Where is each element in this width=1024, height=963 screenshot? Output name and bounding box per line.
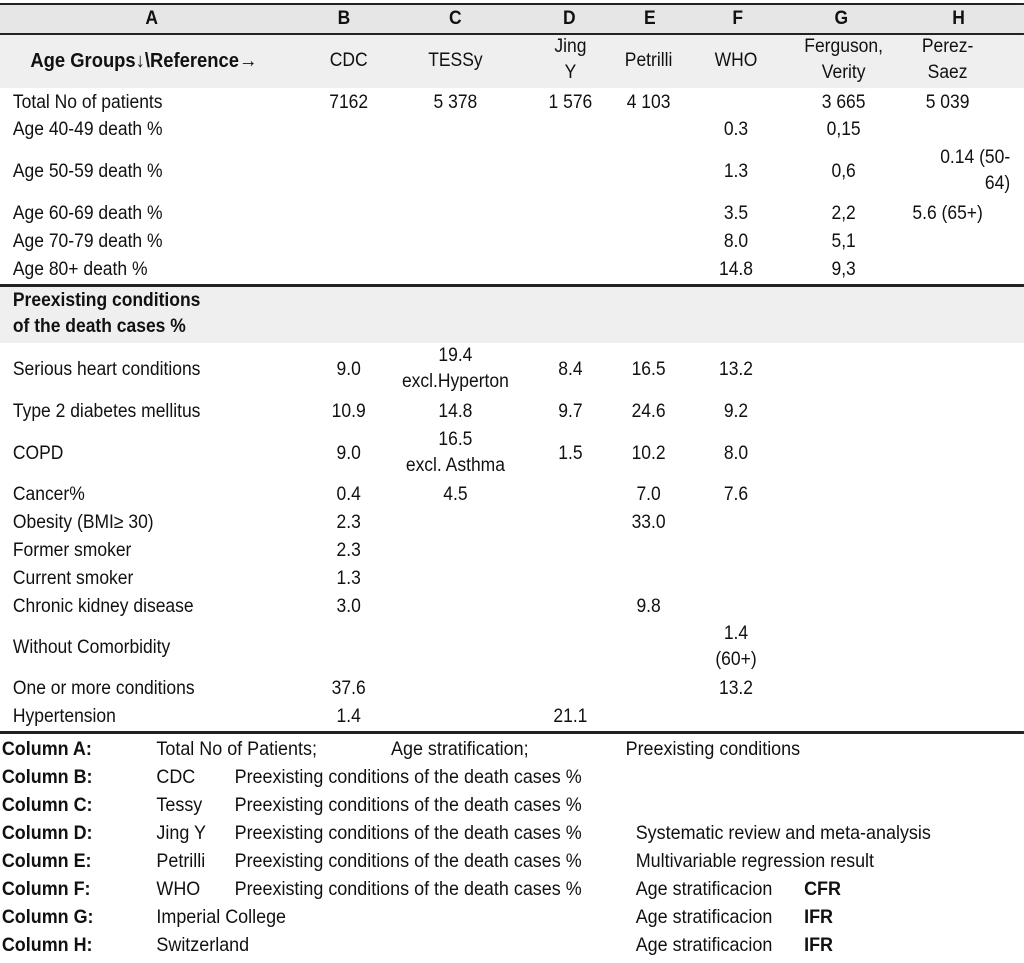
age-row-label: Total No of patients [12, 92, 163, 113]
condition-row-col-f: 9.2 [723, 401, 749, 422]
condition-row-col-e: 16.5 [631, 359, 666, 380]
condition-row-label: Hypertension [12, 706, 116, 727]
legend-source: WHO [156, 878, 201, 900]
legend-detail: Preexisting conditions of the death cases % [234, 822, 582, 844]
legend-source: Imperial College [156, 906, 287, 928]
section-heading: of the death cases % [12, 316, 186, 337]
condition-row-label: Without Comorbidity [12, 637, 171, 658]
reference-name: Perez- [921, 36, 974, 57]
condition-row-col-c: excl.Hyperton [401, 371, 509, 392]
age-row-col-g: 2,2 [831, 203, 856, 224]
section-divider [0, 284, 1024, 287]
condition-row-label: Chronic kidney disease [12, 596, 194, 617]
legend-detail: Preexisting conditions of the death cases % [234, 766, 582, 788]
condition-row-col-e: 33.0 [631, 512, 666, 533]
age-row-col-g: 5,1 [831, 231, 856, 252]
age-row-col-e: 4 103 [626, 92, 671, 113]
age-row-col-f: 1.3 [723, 161, 749, 182]
condition-row-col-c: 14.8 [438, 401, 473, 422]
condition-row-label: Current smoker [12, 568, 134, 589]
condition-row-col-f: 13.2 [718, 359, 754, 380]
age-row-col-h: 5 039 [925, 92, 970, 113]
age-row-col-f: 14.8 [718, 259, 754, 280]
legend-column: Column B: [1, 766, 93, 788]
column-letter: G [834, 8, 849, 29]
legend-note: Preexisting conditions [625, 738, 801, 760]
legend-source: Switzerland [156, 934, 250, 956]
legend-note: Multivariable regression result [635, 850, 875, 872]
condition-row-col-e: 7.0 [636, 484, 661, 505]
condition-row-col-b: 2.3 [336, 540, 361, 561]
condition-row-col-d: 9.7 [558, 401, 583, 422]
age-row-col-g: 0,15 [826, 119, 861, 140]
column-letter: D [563, 8, 576, 29]
condition-row-col-f: 8.0 [723, 443, 749, 464]
age-row-col-f: 8.0 [723, 231, 749, 252]
age-row-label: Age 80+ death % [12, 259, 148, 280]
condition-row-col-b: 37.6 [331, 678, 366, 699]
age-row-col-f: 3.5 [723, 203, 749, 224]
age-row-label: Age 70-79 death % [12, 231, 163, 252]
condition-row-col-d: 1.5 [558, 443, 583, 464]
legend-metric: CFR [804, 878, 841, 900]
age-row-col-g: 3 665 [821, 92, 866, 113]
column-letter-row [0, 3, 1024, 35]
legend-source: CDC [156, 766, 196, 788]
section-heading: Preexisting conditions [12, 290, 201, 311]
condition-row-col-d: 8.4 [558, 359, 583, 380]
condition-row-col-d: 21.1 [553, 706, 588, 727]
condition-row-label: Former smoker [12, 540, 132, 561]
condition-row-label: Serious heart conditions [12, 359, 201, 380]
condition-row-col-b: 1.4 [336, 706, 361, 727]
condition-row-col-b: 9.0 [336, 359, 361, 380]
condition-row-label: COPD [12, 443, 64, 464]
condition-row-col-b: 2.3 [336, 512, 361, 533]
legend-detail: Preexisting conditions of the death cases % [234, 850, 582, 872]
condition-row-label: Cancer% [12, 484, 85, 505]
condition-row-col-c: 19.4 [438, 345, 473, 366]
age-row-label: Age 50-59 death % [12, 161, 163, 182]
condition-row-col-f: (60+) [715, 649, 757, 670]
age-row-label: Age 60-69 death % [12, 203, 163, 224]
condition-row-col-c: 4.5 [443, 484, 468, 505]
legend-column: Column H: [1, 934, 93, 956]
legend-source: Jing Y [156, 822, 206, 844]
legend-source: Total No of Patients; [156, 738, 317, 760]
condition-row-col-f: 13.2 [718, 678, 754, 699]
condition-row-col-e: 9.8 [636, 596, 661, 617]
condition-row-col-b: 1.3 [336, 568, 361, 589]
legend-column: Column D: [1, 822, 93, 844]
column-letter: F [732, 8, 744, 29]
reference-name: WHO [714, 50, 758, 71]
legend-source: Petrilli [156, 850, 206, 872]
reference-name: Saez [927, 62, 968, 83]
age-row-col-g: 9,3 [831, 259, 856, 280]
age-row-col-h: 64) [984, 173, 1011, 194]
condition-row-col-f: 1.4 [723, 623, 749, 644]
legend-column: Column F: [1, 878, 91, 900]
table-bottom-rule [0, 731, 1024, 734]
legend-detail: Preexisting conditions of the death cases % [234, 878, 582, 900]
reference-name: CDC [329, 50, 368, 71]
condition-row-col-b: 0.4 [336, 484, 361, 505]
age-row-col-f: 0.3 [723, 119, 749, 140]
age-row-label: Age 40-49 death % [12, 119, 163, 140]
reference-name: Petrilli [624, 50, 673, 71]
legend-detail: Preexisting conditions of the death cases % [234, 794, 582, 816]
condition-row-label: Obesity (BMI≥ 30) [12, 512, 154, 533]
legend-note: Age stratificacion [635, 934, 773, 956]
condition-row-col-e: 24.6 [631, 401, 666, 422]
reference-name: TESSy [428, 50, 483, 71]
reference-name: Ferguson, [804, 36, 883, 57]
age-row-col-h: 5.6 (65+) [912, 203, 983, 224]
column-letter: B [337, 8, 351, 29]
legend-column: Column C: [1, 794, 93, 816]
column-letter: H [952, 8, 965, 29]
legend-note: Age stratificacion [635, 878, 773, 900]
age-row-col-g: 0,6 [831, 161, 856, 182]
age-row-col-h: 0.14 (50- [940, 147, 1011, 168]
column-letter: E [644, 8, 656, 29]
legend-column: Column G: [1, 906, 94, 928]
condition-row-col-c: 16.5 [438, 429, 473, 450]
legend-note: Systematic review and meta-analysis [635, 822, 931, 844]
legend-column: Column A: [1, 738, 92, 760]
reference-name: Verity [821, 62, 866, 83]
condition-row-col-b: 9.0 [336, 443, 361, 464]
age-row-col-d: 1 576 [548, 92, 593, 113]
condition-row-col-b: 3.0 [336, 596, 361, 617]
legend-source: Tessy [156, 794, 203, 816]
condition-row-col-c: excl. Asthma [405, 455, 505, 476]
condition-row-col-f: 7.6 [723, 484, 749, 505]
legend-metric: IFR [804, 906, 833, 928]
legend-metric: IFR [804, 934, 833, 956]
condition-row-col-e: 10.2 [631, 443, 666, 464]
condition-row-label: One or more conditions [12, 678, 195, 699]
age-row-col-c: 5 378 [433, 92, 478, 113]
legend-note: Age stratificacion [635, 906, 773, 928]
condition-row-col-b: 10.9 [331, 401, 366, 422]
legend-detail: Age stratification; [391, 738, 529, 760]
legend-column: Column E: [1, 850, 92, 872]
reference-name: Y [564, 62, 577, 83]
condition-row-label: Type 2 diabetes mellitus [12, 401, 201, 422]
column-letter: C [448, 8, 462, 29]
header-label: Age Groups↓\Reference→ [30, 50, 258, 72]
reference-name: Jing [554, 36, 587, 57]
age-row-col-b: 7162 [329, 92, 369, 113]
column-letter: A [145, 8, 158, 29]
